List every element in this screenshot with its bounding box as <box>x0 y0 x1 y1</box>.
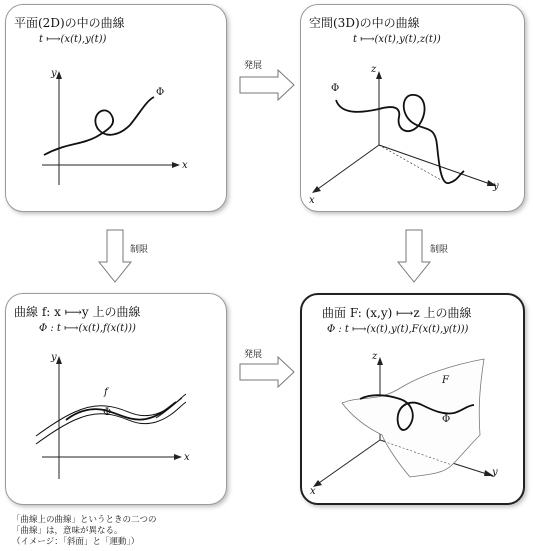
curve-label: Φ <box>103 407 112 418</box>
arrow-bottom-right <box>238 355 298 389</box>
arrow-label-left: 制限 <box>130 245 149 255</box>
arrow-label-right: 制限 <box>430 245 449 255</box>
panel-formula: Φ : t ⟼(x(t),y(t),F(x(t),y(t))) <box>327 324 469 335</box>
arrow-right-down <box>396 228 436 288</box>
y-axis-label: y <box>51 352 57 363</box>
x-axis-label: x <box>309 195 315 206</box>
arrow-top-right <box>238 68 298 102</box>
panel-title: 曲面 F: (x,y) ⟼z 上の曲線 <box>322 306 472 320</box>
space-curve <box>336 95 464 183</box>
footnote-line-3: （イメージ：「斜面」と「運動」） <box>12 537 140 547</box>
y-axis <box>379 145 493 185</box>
arrow-label-top: 発展 <box>244 61 263 71</box>
x-axis-arrowhead <box>172 162 180 168</box>
y-axis-label: y <box>51 68 57 79</box>
panel-formula: t ⟼(x(t),y(t)) <box>39 34 107 45</box>
curve-label: Φ <box>331 83 340 94</box>
footnote-line-1: 「曲線上の曲線」というときの二つの <box>12 515 157 525</box>
hidden-grid <box>379 145 441 180</box>
z-axis-arrowhead <box>377 357 383 365</box>
x-axis-label: x <box>184 452 190 463</box>
panel-plane-curve <box>5 4 227 212</box>
panel-space-curve <box>300 4 525 212</box>
x-axis <box>316 440 380 485</box>
x-axis <box>315 145 379 191</box>
panel-title: 空間(3D)の中の曲線 <box>309 16 420 30</box>
arrow-left-down <box>97 228 137 288</box>
curve-phi-detail <box>156 398 182 418</box>
panel-formula: t ⟼(x(t),y(t),z(t)) <box>353 34 441 45</box>
panel-title: 曲線 f: x ⟼y 上の曲線 <box>14 305 141 319</box>
z-axis-label: z <box>371 64 377 75</box>
surface-label-F: F <box>442 375 449 386</box>
panel-curve-on-curve <box>5 293 227 505</box>
curve-on-curve-diagram <box>6 294 228 506</box>
plane-curve-diagram <box>6 5 228 213</box>
surface-label-f: f <box>104 387 108 398</box>
footnote <box>12 515 157 548</box>
curve-label: Φ <box>442 414 451 425</box>
z-axis-label: z <box>372 351 378 362</box>
arrow-label-bottom: 発展 <box>244 350 263 360</box>
panel-formula: Φ : t ⟼(x(t),f(x(t))) <box>39 323 136 334</box>
x-axis-label: x <box>182 160 188 171</box>
z-axis-arrowhead <box>376 71 382 79</box>
footnote-line-2: 「曲線」は，意味が異なる。 <box>12 526 123 536</box>
panel-curve-on-surface <box>300 293 525 505</box>
x-axis-label: x <box>310 486 316 497</box>
y-axis-label: y <box>492 467 498 478</box>
x-axis-arrowhead <box>174 454 182 460</box>
plane-curve <box>44 97 154 155</box>
panel-title: 平面(2D)の中の曲線 <box>14 16 125 30</box>
curve-label: Φ <box>156 87 165 98</box>
y-axis-label: y <box>493 181 499 192</box>
